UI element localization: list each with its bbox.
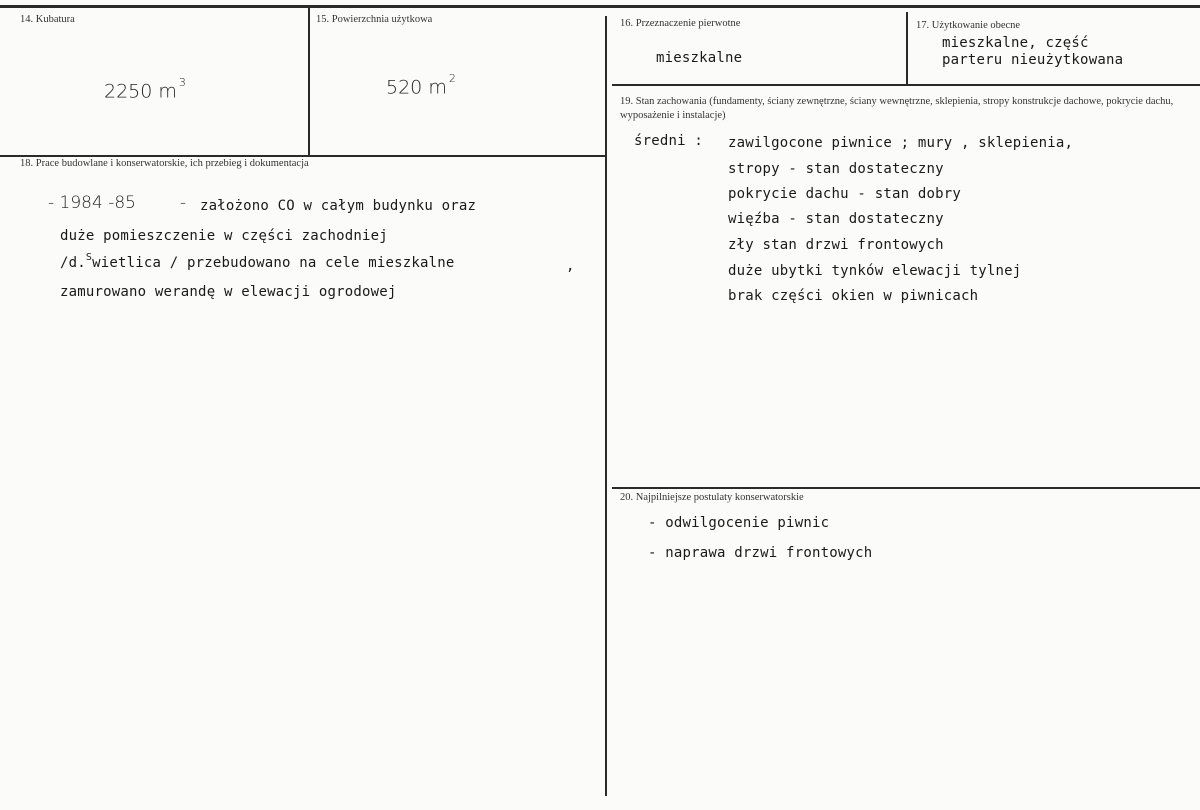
field-18-line-3 — [60, 252, 455, 271]
field-15-value — [386, 72, 456, 99]
powierzchnia-unit: m — [428, 76, 447, 99]
field-19-line-5: zły stan drzwi frontowych — [728, 237, 944, 253]
row-divider-right-bottom — [612, 487, 1200, 489]
field-19-line-3: pokrycie dachu - stan dobry — [728, 186, 961, 202]
top-border — [0, 5, 1200, 8]
divider-14-15 — [308, 8, 310, 156]
field-18-line-2: duże pomieszczenie w części zachodniej — [60, 228, 388, 244]
field-19-line-2: stropy - stan dostateczny — [728, 161, 944, 177]
field-18-line-3-rest: wietlica / przebudowano na cele mieszkalne — [92, 255, 455, 271]
powierzchnia-number: 520 — [386, 76, 423, 99]
field-14-value — [104, 76, 186, 103]
field-19-prefix: średni : — [634, 133, 704, 149]
kubatura-exponent: 3 — [178, 76, 186, 89]
field-18-line-3-sup: S — [85, 252, 93, 263]
row-divider-right-top — [612, 84, 1200, 86]
kubatura-number: 2250 — [104, 80, 153, 103]
field-20-label: 20. Najpilniejsze postulaty konserwatorskie — [620, 492, 804, 503]
field-17-line-2: parteru nieużytkowana — [942, 52, 1124, 68]
field-18-dash: - — [180, 193, 187, 213]
field-20-line-1: - odwilgocenie piwnic — [648, 515, 830, 531]
field-18-line-3-comma: , — [566, 258, 575, 274]
divider-16-17 — [906, 12, 908, 86]
field-19-line-4: więźba - stan dostateczny — [728, 211, 944, 227]
kubatura-unit: m — [158, 80, 177, 103]
center-divider — [605, 16, 607, 796]
field-16-value: mieszkalne — [656, 50, 743, 66]
field-19-line-7: brak części okien w piwnicach — [728, 288, 979, 304]
field-19-label: 19. Stan zachowania (fundamenty, ściany zewnętrzne, ściany wewnętrzne, sklepienia, stropy konstrukcje dachowe, pokrycie dachu, wyposażenie i instalacje) — [620, 96, 1174, 121]
field-18-line-1: założono CO w całym budynku oraz — [200, 198, 477, 214]
field-15-label: 15. Powierzchnia użytkowa — [316, 14, 433, 25]
field-14-label: 14. Kubatura — [20, 14, 75, 25]
field-18-label: 18. Prace budowlane i konserwatorskie, ich przebieg i dokumentacja — [20, 158, 309, 169]
field-18-line-3-start: /d. — [60, 255, 86, 271]
row-divider-left — [0, 155, 606, 157]
powierzchnia-exponent: 2 — [448, 72, 456, 85]
field-17-line-1: mieszkalne, część — [942, 35, 1089, 51]
field-16-label: 16. Przeznaczenie pierwotne — [620, 18, 741, 29]
field-19-line-6: duże ubytki tynków elewacji tylnej — [728, 263, 1022, 279]
field-18-line-4: zamurowano werandę w elewacji ogrodowej — [60, 284, 397, 300]
field-20-line-2: - naprawa drzwi frontowych — [648, 545, 873, 561]
field-17-label: 17. Użytkowanie obecne — [916, 20, 1021, 31]
field-18-date: - 1984 -85 — [48, 193, 136, 213]
field-19-line-1: zawilgocone piwnice ; mury , sklepienia, — [728, 135, 1074, 151]
